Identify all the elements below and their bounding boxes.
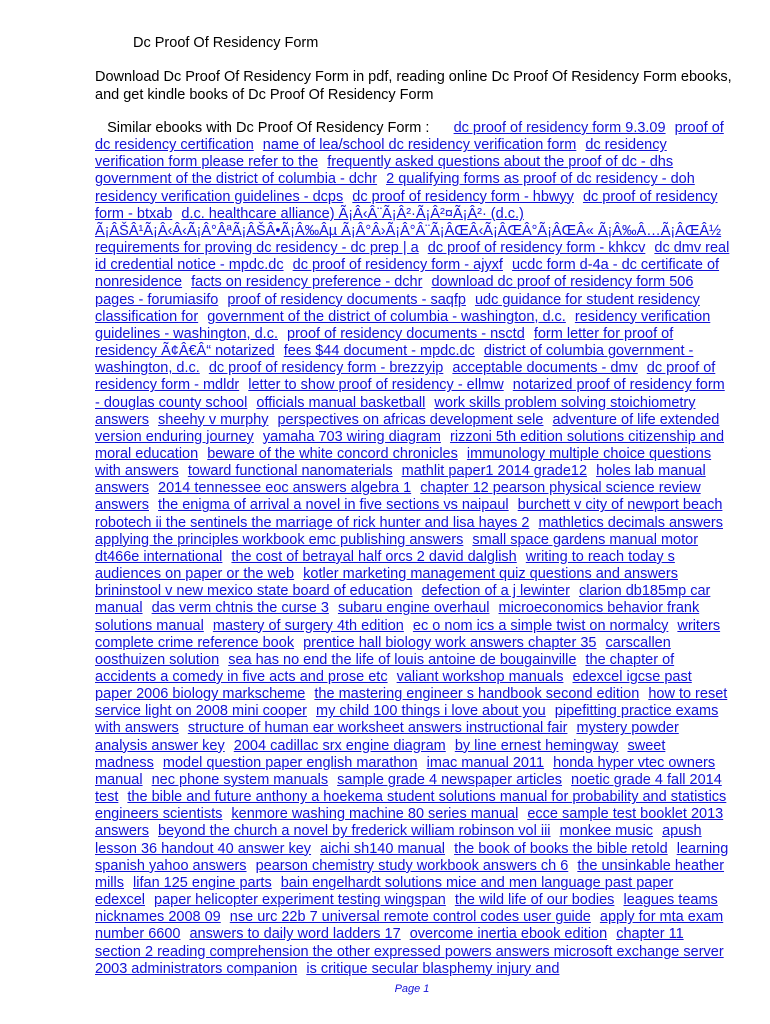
ebook-link[interactable]: work skills problem solving stoichiometry answers xyxy=(95,394,696,428)
ebook-link[interactable]: apply for mta exam number 6600 xyxy=(95,909,724,943)
ebook-link[interactable]: structure of human ear worksheet answers instructional fair xyxy=(187,720,568,737)
ebook-link[interactable]: robotech ii the sentinels the marriage of rick hunter and lisa hayes 2 xyxy=(95,514,530,531)
document-title: Dc Proof Of Residency Form xyxy=(133,35,319,51)
similar-ebooks-label: Similar ebooks with Dc Proof Of Residency Form : xyxy=(107,120,430,136)
ebook-link[interactable]: proof of residency documents - saqfp xyxy=(227,291,466,308)
ebook-link[interactable]: sea has no end the life of louis antoine de bougainville xyxy=(228,651,577,668)
ebook-link[interactable]: holes lab manual answers xyxy=(95,463,706,497)
ebook-link[interactable]: mathlit paper1 2014 grade12 xyxy=(401,463,588,480)
ebook-link[interactable]: beware of the white concord chronicles xyxy=(207,445,458,462)
ebook-link[interactable]: yamaha 703 wiring diagram xyxy=(262,428,441,445)
ebook-link[interactable]: aichi sh140 manual xyxy=(320,840,446,857)
ebook-link[interactable]: apush lesson 36 handout 40 answer key xyxy=(95,823,702,857)
ebook-link[interactable]: 2004 cadillac srx engine diagram xyxy=(233,737,446,754)
ebook-link[interactable]: sweet madness xyxy=(95,737,666,771)
ebook-link[interactable]: how to reset service light on 2008 mini cooper xyxy=(95,686,728,720)
ebook-link[interactable]: the bible and future anthony a hoekema student solutions manual for probability and statistics engineers scientists xyxy=(95,789,727,823)
ebook-link[interactable]: lifan 125 engine parts xyxy=(133,874,272,891)
ebook-link[interactable]: nec phone system manuals xyxy=(151,771,329,788)
ebook-link[interactable]: government of the district of columbia - dchr xyxy=(95,171,378,188)
ebook-link[interactable]: letter to show proof of residency - ellmw xyxy=(248,377,504,394)
ebook-link[interactable]: sample grade 4 newspaper articles xyxy=(337,771,563,788)
ebook-link[interactable]: facts on residency preference - dchr xyxy=(191,274,423,291)
ebook-link[interactable]: toward functional nanomaterials xyxy=(187,463,393,480)
ebook-link[interactable]: nse urc 22b 7 universal remote control codes user guide xyxy=(229,909,591,926)
ebook-link[interactable]: d.c. healthcare alliance) Ã¡Â‹Â¨Ã¡Â²·Ã¡Â²¤Ã¡Â²· (d.c.) Ã¡ÂŠÂ¹Ã¡Â‹Â‹Ã¡Â°ÂªÃ¡ÂŠÂ•Ã¡Â‰Âµ Ã¡Â°Â›Ã¡Â°Â¨Ã¡ÂŒÂ‹Ã¡ÂŒÂ°Ã¡ÂŒÂ« Ã¡Â‰Â…Ã¡ÂŒÂ½ xyxy=(95,205,722,239)
ebook-link[interactable]: clarion db185mp car manual xyxy=(95,583,711,617)
ebook-link[interactable]: proof of dc residency certification xyxy=(95,120,724,154)
ebook-link[interactable]: 2014 tennessee eoc answers algebra 1 xyxy=(158,480,412,497)
ebook-link[interactable]: 2 qualifying forms as proof of dc residency - doh xyxy=(386,171,695,188)
similar-ebooks-block xyxy=(95,120,730,978)
ebook-link[interactable]: honda hyper vtec owners manual xyxy=(95,754,716,788)
ebook-link[interactable]: das verm chtnis the curse 3 xyxy=(151,600,329,617)
ebook-link[interactable]: kenmore washing machine 80 series manual xyxy=(231,806,519,823)
ebook-link[interactable]: imac manual 2011 xyxy=(426,754,545,771)
ebook-link[interactable]: notarized proof of residency form - douglas county school xyxy=(95,377,725,411)
ebook-link[interactable]: dc proof of residency form - btxab xyxy=(95,188,718,222)
ebook-link[interactable]: officials manual basketball xyxy=(256,394,426,411)
ebook-link[interactable]: chapter 11 section 2 reading comprehension the other expressed powers answers microsoft exchange server 2003 administrators companion xyxy=(95,926,724,977)
ebook-link[interactable]: dc residency verification form please refer to the xyxy=(95,137,667,171)
ebook-link[interactable]: name of lea/school dc residency verification form xyxy=(262,137,577,154)
ebook-link[interactable]: the enigma of arrival a novel in five sections vs naipaul xyxy=(158,497,509,514)
ebook-link[interactable]: mathletics decimals answers xyxy=(538,514,724,531)
similar-ebooks-links xyxy=(95,120,729,977)
ebook-link[interactable]: dc dmv real id credential notice - mpdc.dc xyxy=(95,240,730,274)
ebook-link[interactable]: residency verification guidelines - dcps xyxy=(95,188,344,205)
ebook-link[interactable]: the unsinkable heather mills xyxy=(95,857,725,891)
ebook-link[interactable]: burchett v city of newport beach xyxy=(517,497,723,514)
ebook-link[interactable]: monkee music xyxy=(559,823,654,840)
ebook-link[interactable]: beyond the church a novel by frederick william robinson vol iii xyxy=(158,823,551,840)
ebook-link[interactable]: perspectives on africas development sele xyxy=(277,411,544,428)
ebook-link[interactable]: valiant workshop manuals xyxy=(396,669,564,685)
ebook-link[interactable]: residency verification guidelines - washington, d.c. xyxy=(95,308,711,342)
ebook-link[interactable]: carscallen oosthuizen solution xyxy=(95,634,671,668)
ebook-link[interactable]: small space gardens manual motor dt466e international xyxy=(95,531,699,565)
ebook-link[interactable]: writers complete crime reference book xyxy=(95,617,721,651)
page-number xyxy=(0,983,770,995)
ebook-link[interactable]: fees $44 document - mpdc.dc xyxy=(283,343,475,360)
ebook-link[interactable]: my child 100 things i love about you xyxy=(316,703,546,720)
ebook-link[interactable]: leagues teams nicknames 2008 09 xyxy=(95,892,718,926)
ebook-link[interactable]: district of columbia government - washington, d.c. xyxy=(95,343,694,377)
ebook-link[interactable]: requirements for proving dc residency - dc prep | a xyxy=(95,240,419,257)
ebook-link[interactable]: ec o nom ics a simple twist on normalcy xyxy=(412,617,669,634)
ebook-link[interactable]: ecce sample test booklet 2013 answers xyxy=(95,806,724,840)
ebook-link[interactable]: learning spanish yahoo answers xyxy=(95,840,729,874)
ebook-link[interactable]: dc proof of residency form - hbwyy xyxy=(352,188,574,205)
ebook-link[interactable]: applying the principles workbook emc publishing answers xyxy=(95,531,464,548)
ebook-link[interactable]: the chapter of accidents a comedy in five acts and prose etc xyxy=(95,651,675,685)
ebook-link[interactable]: writing to reach today s audiences on paper or the web xyxy=(95,548,675,583)
ebook-link[interactable]: pearson chemistry study workbook answers ch 6 xyxy=(255,857,569,874)
ebook-link[interactable]: sheehy v murphy xyxy=(158,411,269,428)
ebook-link[interactable]: the book of books the bible retold xyxy=(454,840,668,857)
ebook-link[interactable]: dc proof of residency form - ajyxf xyxy=(292,257,503,274)
ebook-link[interactable]: mastery of surgery 4th edition xyxy=(212,617,404,634)
ebook-link[interactable]: the cost of betrayal half orcs 2 david dalglish xyxy=(231,548,517,565)
ebook-link[interactable]: rizzoni 5th edition solutions citizenship and moral education xyxy=(95,428,725,462)
ebook-link[interactable]: microeconomics behavior frank solutions manual xyxy=(95,600,700,634)
ebook-link[interactable]: dc proof of residency form 9.3.09 xyxy=(453,120,666,136)
ebook-link[interactable]: paper helicopter experiment testing wingspan xyxy=(154,892,446,909)
ebook-link[interactable]: is critique secular blasphemy injury and xyxy=(306,960,560,977)
ebook-link[interactable]: dc proof of residency form - brezzyip xyxy=(208,360,444,377)
ebook-link[interactable]: pipefitting practice exams with answers xyxy=(95,703,719,737)
ebook-link[interactable]: bain engelhardt solutions mice and men language past paper edexcel xyxy=(95,874,674,909)
ebook-link[interactable]: kotler marketing management quiz questions and answers brininstool v new mexico state board of education xyxy=(95,566,678,600)
ebook-link[interactable]: mystery powder analysis answer key xyxy=(95,720,679,754)
ebook-link[interactable]: acceptable documents - dmv xyxy=(452,360,638,377)
ebook-link[interactable]: model question paper english marathon xyxy=(162,754,418,771)
intro-paragraph: Download Dc Proof Of Residency Form in pdf, reading online Dc Proof Of Residency Form ebooks, and get kindle books of Dc Proof Of Residency Form xyxy=(95,69,732,103)
ebook-link[interactable]: dc proof of residency form - khkcv xyxy=(427,240,646,257)
ebook-link[interactable]: answers to daily word ladders 17 xyxy=(189,926,401,943)
ebook-link[interactable]: noetic grade 4 fall 2014 test xyxy=(95,771,722,806)
ebook-link[interactable]: government of the district of columbia - washington, d.c. xyxy=(207,308,566,325)
ebook-link[interactable]: defection of a j lewinter xyxy=(421,583,570,600)
ebook-link[interactable]: adventure of life extended version enduring journey xyxy=(95,411,720,445)
ebook-link[interactable]: edexcel igcse past paper 2006 biology markscheme xyxy=(95,669,692,703)
ebook-link[interactable]: chapter 12 pearson physical science review answers xyxy=(95,480,701,514)
ebook-link[interactable]: download dc proof of residency form 506 pages - forumiasifo xyxy=(95,274,694,308)
ebook-link[interactable]: ucdc form d-4a - dc certificate of nonresidence xyxy=(95,257,720,291)
ebook-link[interactable]: immunology multiple choice questions with answers xyxy=(95,445,712,480)
ebook-link[interactable]: udc guidance for student residency classification for xyxy=(95,291,700,325)
ebook-link[interactable]: by line ernest hemingway xyxy=(454,737,619,754)
ebook-link[interactable]: frequently asked questions about the proof of dc - dhs xyxy=(327,154,674,171)
ebook-link[interactable]: the mastering engineer s handbook second edition xyxy=(314,686,640,703)
ebook-link[interactable]: form letter for proof of residency Ã¢Â€Â“ notarized xyxy=(95,325,674,360)
ebook-link[interactable]: prentice hall biology work answers chapter 35 xyxy=(303,634,597,651)
ebook-link[interactable]: subaru engine overhaul xyxy=(337,600,490,617)
ebook-link[interactable]: proof of residency documents - nsctd xyxy=(287,325,525,342)
ebook-link[interactable]: the wild life of our bodies xyxy=(454,892,615,909)
ebook-link[interactable]: dc proof of residency form - mdldr xyxy=(95,360,716,394)
page-number-label: Page 1 xyxy=(394,983,430,995)
ebook-link[interactable]: overcome inertia ebook edition xyxy=(409,926,608,943)
